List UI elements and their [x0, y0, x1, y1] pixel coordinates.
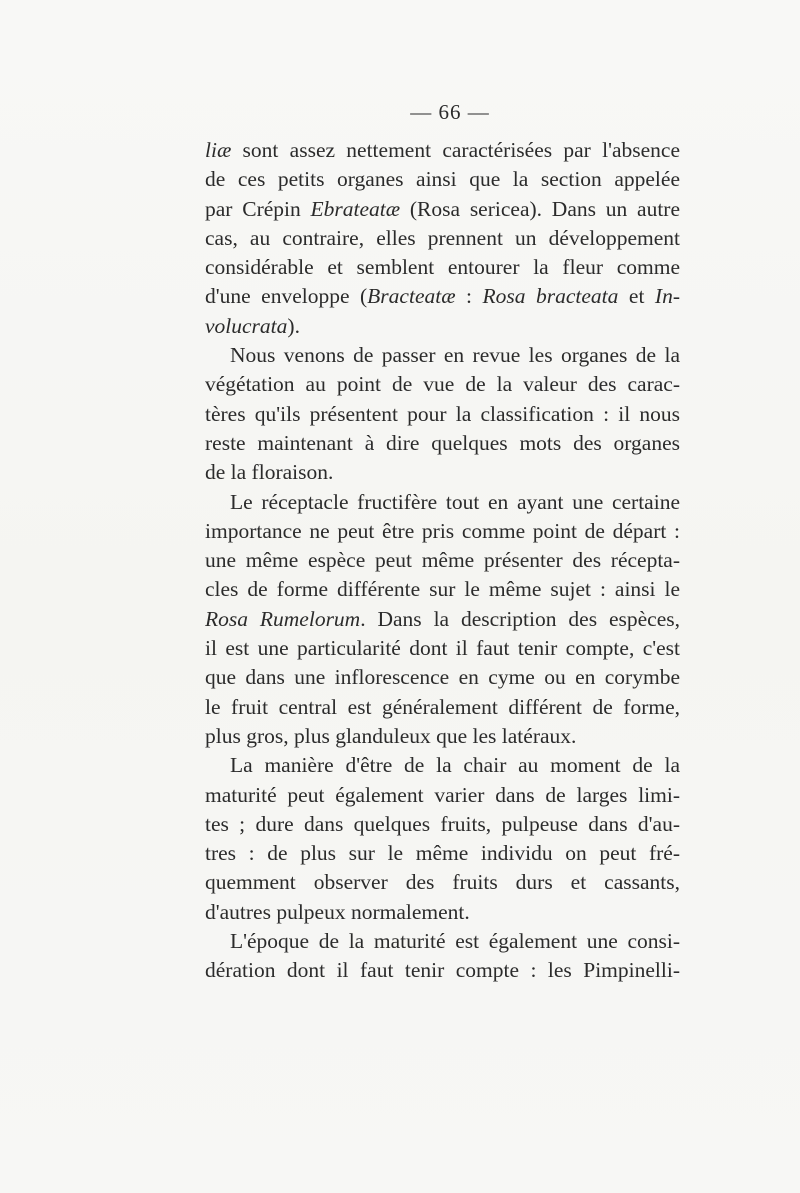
text-run: reste maintenant à dire quelques mots des organes	[205, 430, 680, 455]
paragraph	[205, 751, 680, 927]
paragraph	[205, 341, 680, 487]
text-line	[205, 722, 680, 751]
text-line	[205, 370, 680, 399]
text-run: La manière d'être de la chair au moment de la	[230, 753, 680, 778]
text-run: par Crépin	[205, 196, 311, 221]
text-run: d'une enveloppe (	[205, 284, 368, 309]
text-line	[205, 312, 680, 341]
text-run: Nous venons de passer en revue les organes de la	[230, 343, 680, 368]
text-line	[205, 810, 680, 839]
text-line	[205, 693, 680, 722]
text-run: cles de forme différente sur le même sujet : ainsi le	[205, 577, 680, 602]
text-line	[205, 429, 680, 458]
text-line	[205, 400, 680, 429]
text-run: L'époque de la maturité est également une consi-	[230, 929, 680, 954]
text-run: ).	[287, 313, 300, 338]
text-run: :	[455, 284, 483, 309]
text-line	[205, 546, 680, 575]
text-run: de ces petits organes ainsi que la section appelée	[205, 167, 680, 192]
text-run: le fruit central est généralement différent de forme,	[205, 694, 680, 719]
text-run: il est une particularité dont il faut tenir compte, c'est	[205, 636, 680, 661]
text-line	[205, 341, 680, 370]
text-line	[205, 224, 680, 253]
text-run: tres : de plus sur le même individu on peut fré-	[205, 841, 680, 866]
text-line	[205, 781, 680, 810]
text-line	[205, 253, 680, 282]
text-line	[205, 488, 680, 517]
text-run: une même espèce peut même présenter des récepta-	[205, 548, 680, 573]
text-run: Le réceptacle fructifère tout en ayant une certaine	[230, 489, 680, 514]
text-run: dération dont il faut tenir compte : les Pimpinelli-	[205, 958, 680, 983]
italic-text: Rosa bracteata	[482, 284, 619, 309]
text-line	[205, 605, 680, 634]
text-run: maturité peut également varier dans de larges limi-	[205, 782, 680, 807]
text-line	[205, 634, 680, 663]
text-line	[205, 458, 680, 487]
text-run: de la floraison.	[205, 460, 334, 485]
paragraph	[205, 927, 680, 986]
text-line	[205, 663, 680, 692]
page-number: — 66 —	[410, 100, 490, 124]
text-run: d'autres pulpeux normalement.	[205, 899, 470, 924]
text-run: et	[618, 284, 655, 309]
text-run: végétation au point de vue de la valeur des carac-	[205, 372, 680, 397]
text-run: quemment observer des fruits durs et cassants,	[205, 870, 680, 895]
text-run: importance ne peut être pris comme point de départ :	[205, 518, 680, 543]
text-run: (Rosa sericea). Dans un autre	[400, 196, 680, 221]
italic-text: Ebrateatæ	[310, 196, 401, 221]
text-line	[205, 517, 680, 546]
text-line	[205, 839, 680, 868]
text-line	[205, 868, 680, 897]
text-run: tères qu'ils présentent pour la classification : il nous	[205, 401, 680, 426]
text-run: tes ; dure dans quelques fruits, pulpeuse dans d'au-	[205, 811, 680, 836]
text-line	[205, 136, 680, 165]
text-line	[205, 575, 680, 604]
text-line	[205, 956, 680, 985]
body-text	[205, 136, 680, 986]
text-line	[205, 165, 680, 194]
italic-text: volucrata	[205, 313, 288, 338]
italic-text: liæ	[205, 138, 232, 162]
text-line	[205, 751, 680, 780]
text-run: . Dans la description des espèces,	[360, 606, 680, 631]
paragraph	[205, 488, 680, 752]
text-run: que dans une inflorescence en cyme ou en corymbe	[205, 665, 680, 690]
text-run: cas, au contraire, elles prennent un développement	[205, 225, 680, 250]
text-run: sont assez nettement caractérisées par l'absence	[231, 138, 680, 162]
italic-text: Bracteatæ	[367, 284, 456, 309]
italic-text: Rosa Rumelorum	[205, 606, 361, 631]
text-line	[205, 282, 680, 311]
text-line	[205, 898, 680, 927]
text-line	[205, 927, 680, 956]
italic-text: In-	[654, 284, 680, 309]
paragraph	[205, 136, 680, 341]
text-run: considérable et semblent entourer la fleur comme	[205, 255, 680, 280]
text-line	[205, 195, 680, 224]
text-run: plus gros, plus glanduleux que les latéraux.	[205, 723, 577, 748]
